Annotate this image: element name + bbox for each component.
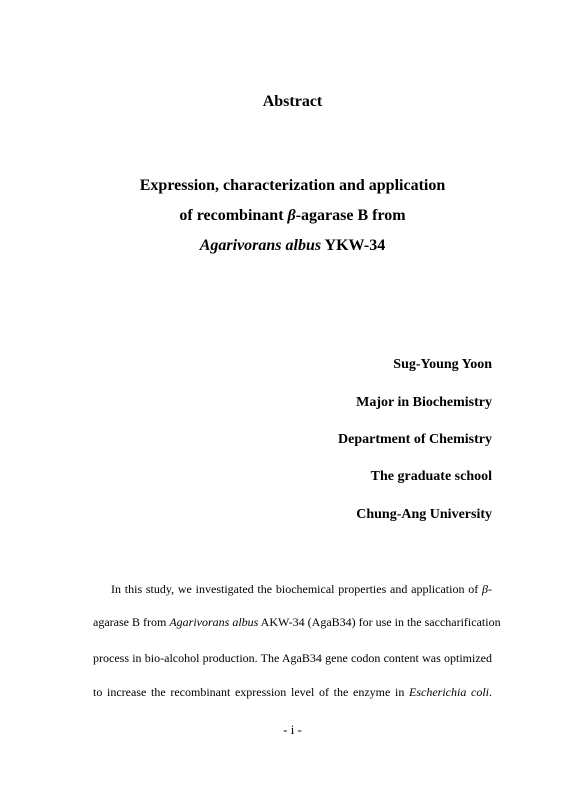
title-beta-symbol: β — [287, 207, 296, 224]
author-department: Department of Chemistry — [338, 432, 492, 447]
body-organism-name: Agarivorans albus — [169, 615, 259, 629]
body-line-2-prefix: agarase B from — [93, 615, 170, 629]
title-line-2 — [0, 207, 585, 225]
abstract-heading: Abstract — [262, 93, 323, 110]
title-organism-name: Agarivorans albus — [199, 237, 322, 254]
body-line-4-period: . — [489, 685, 492, 699]
title-line-1: Expression, characterization and application — [139, 177, 446, 194]
title-line-2-suffix: -agarase B from — [295, 207, 406, 224]
body-beta-symbol: β — [482, 582, 488, 596]
body-line-1 — [111, 582, 492, 597]
title-line-2-prefix: of recombinant — [179, 207, 288, 224]
body-line-1-hyphen: - — [488, 582, 492, 596]
body-line-2 — [93, 615, 501, 630]
body-line-4 — [93, 685, 492, 700]
author-university: Chung-Ang University — [356, 507, 492, 522]
author-name: Sug-Young Yoon — [393, 357, 492, 372]
body-line-4-prefix: to increase the recombinant expression level of the enzyme in — [93, 685, 409, 699]
title-strain: YKW-34 — [321, 237, 386, 254]
body-line-2-suffix: AKW-34 (AgaB34) for use in the saccharification — [258, 615, 501, 629]
body-host-organism: Escherichia coli — [409, 685, 489, 699]
author-major: Major in Biochemistry — [356, 395, 492, 410]
body-line-3: process in bio-alcohol production. The AgaB34 gene codon content was optimized — [93, 651, 492, 665]
body-line-1-text: In this study, we investigated the biochemical properties and application of — [111, 582, 483, 596]
page-number: - i - — [283, 722, 302, 737]
title-line-3 — [0, 237, 585, 255]
author-school: The graduate school — [370, 469, 492, 484]
